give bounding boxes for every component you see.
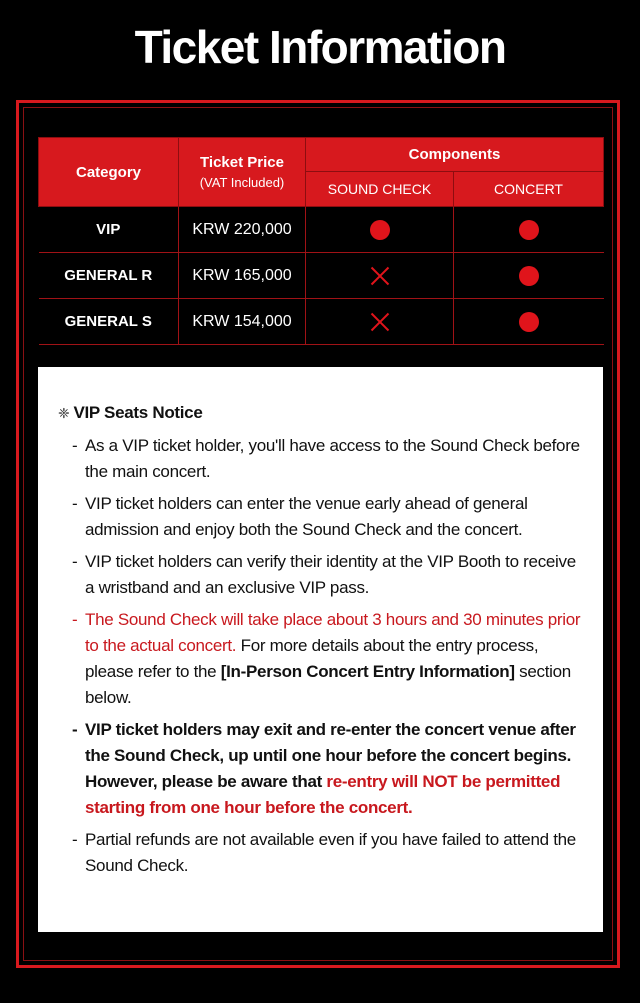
item-text: VIP ticket holders can enter the venue early ahead of general admission and enjoy both the Sound Check and the concert. (85, 494, 528, 539)
notice-title-text: VIP Seats Notice (73, 403, 203, 422)
dash-marker: - (72, 610, 78, 629)
dot-icon (370, 220, 390, 240)
header-sound-check: SOUND CHECK (306, 172, 454, 207)
row-category: VIP (39, 207, 179, 253)
vip-notice-box (38, 367, 603, 932)
header-price (179, 138, 306, 207)
dash-marker: - (72, 830, 78, 849)
notice-mark-icon: ❈ (58, 405, 70, 421)
item-text: Partial refunds are not available even if you have failed to attend the Sound Check. (85, 830, 576, 875)
item-text: As a VIP ticket holder, you'll have access to the Sound Check before the main concert. (85, 436, 580, 481)
row-price: KRW 165,000 (179, 253, 306, 299)
list-item (65, 827, 583, 879)
list-item (65, 549, 583, 601)
table-row (39, 253, 604, 299)
row-price: KRW 154,000 (179, 299, 306, 345)
item-text-bold: VIP ticket holders may exit and re-enter the concert venue after the Sound Check, up until one hour before the concert begins. (85, 720, 576, 765)
row-price: KRW 220,000 (179, 207, 306, 253)
list-item (65, 433, 583, 485)
row-category: GENERAL R (39, 253, 179, 299)
dash-marker: - (72, 552, 78, 571)
header-price-label: Ticket Price (200, 154, 284, 171)
dash-marker: - (72, 494, 78, 513)
header-components: Components (306, 138, 604, 172)
cross-icon (370, 266, 390, 286)
table-row (39, 207, 604, 253)
sound-check-cell (306, 253, 454, 299)
header-price-sub: (VAT Included) (199, 175, 285, 190)
concert-cell (454, 299, 604, 345)
dot-icon (519, 312, 539, 332)
dot-icon (519, 266, 539, 286)
header-category: Category (39, 138, 179, 207)
item-text: VIP ticket holders can verify their identity at the VIP Booth to receive a wristband and an exclusive VIP pass. (85, 552, 576, 597)
entry-info-reference: [In-Person Concert Entry Information] (220, 662, 515, 681)
table-row (39, 299, 604, 345)
cross-icon (370, 312, 390, 332)
item-text-highlight: The Sound Check will take place about 3 hours and 30 minutes prior to the actual concert. (85, 610, 581, 655)
list-item (65, 717, 583, 821)
item-text-bold: However, please be aware that (85, 772, 327, 791)
header-concert: CONCERT (454, 172, 604, 207)
ticket-table (38, 137, 604, 345)
dot-icon (519, 220, 539, 240)
list-item (65, 491, 583, 543)
concert-cell (454, 207, 604, 253)
concert-cell (454, 253, 604, 299)
item-text-highlight: re-entry will NOT be permitted starting from one hour before the concert. (85, 772, 561, 817)
item-text: For more details about the entry process, please refer to the (85, 636, 539, 681)
dash-marker: - (72, 436, 78, 455)
page-title: Ticket Information (134, 21, 506, 73)
sound-check-cell (306, 299, 454, 345)
sound-check-cell (306, 207, 454, 253)
item-text: section below. (85, 662, 571, 707)
row-category: GENERAL S (39, 299, 179, 345)
list-item (65, 607, 583, 711)
dash-marker: - (72, 720, 78, 739)
notice-title (58, 400, 583, 426)
